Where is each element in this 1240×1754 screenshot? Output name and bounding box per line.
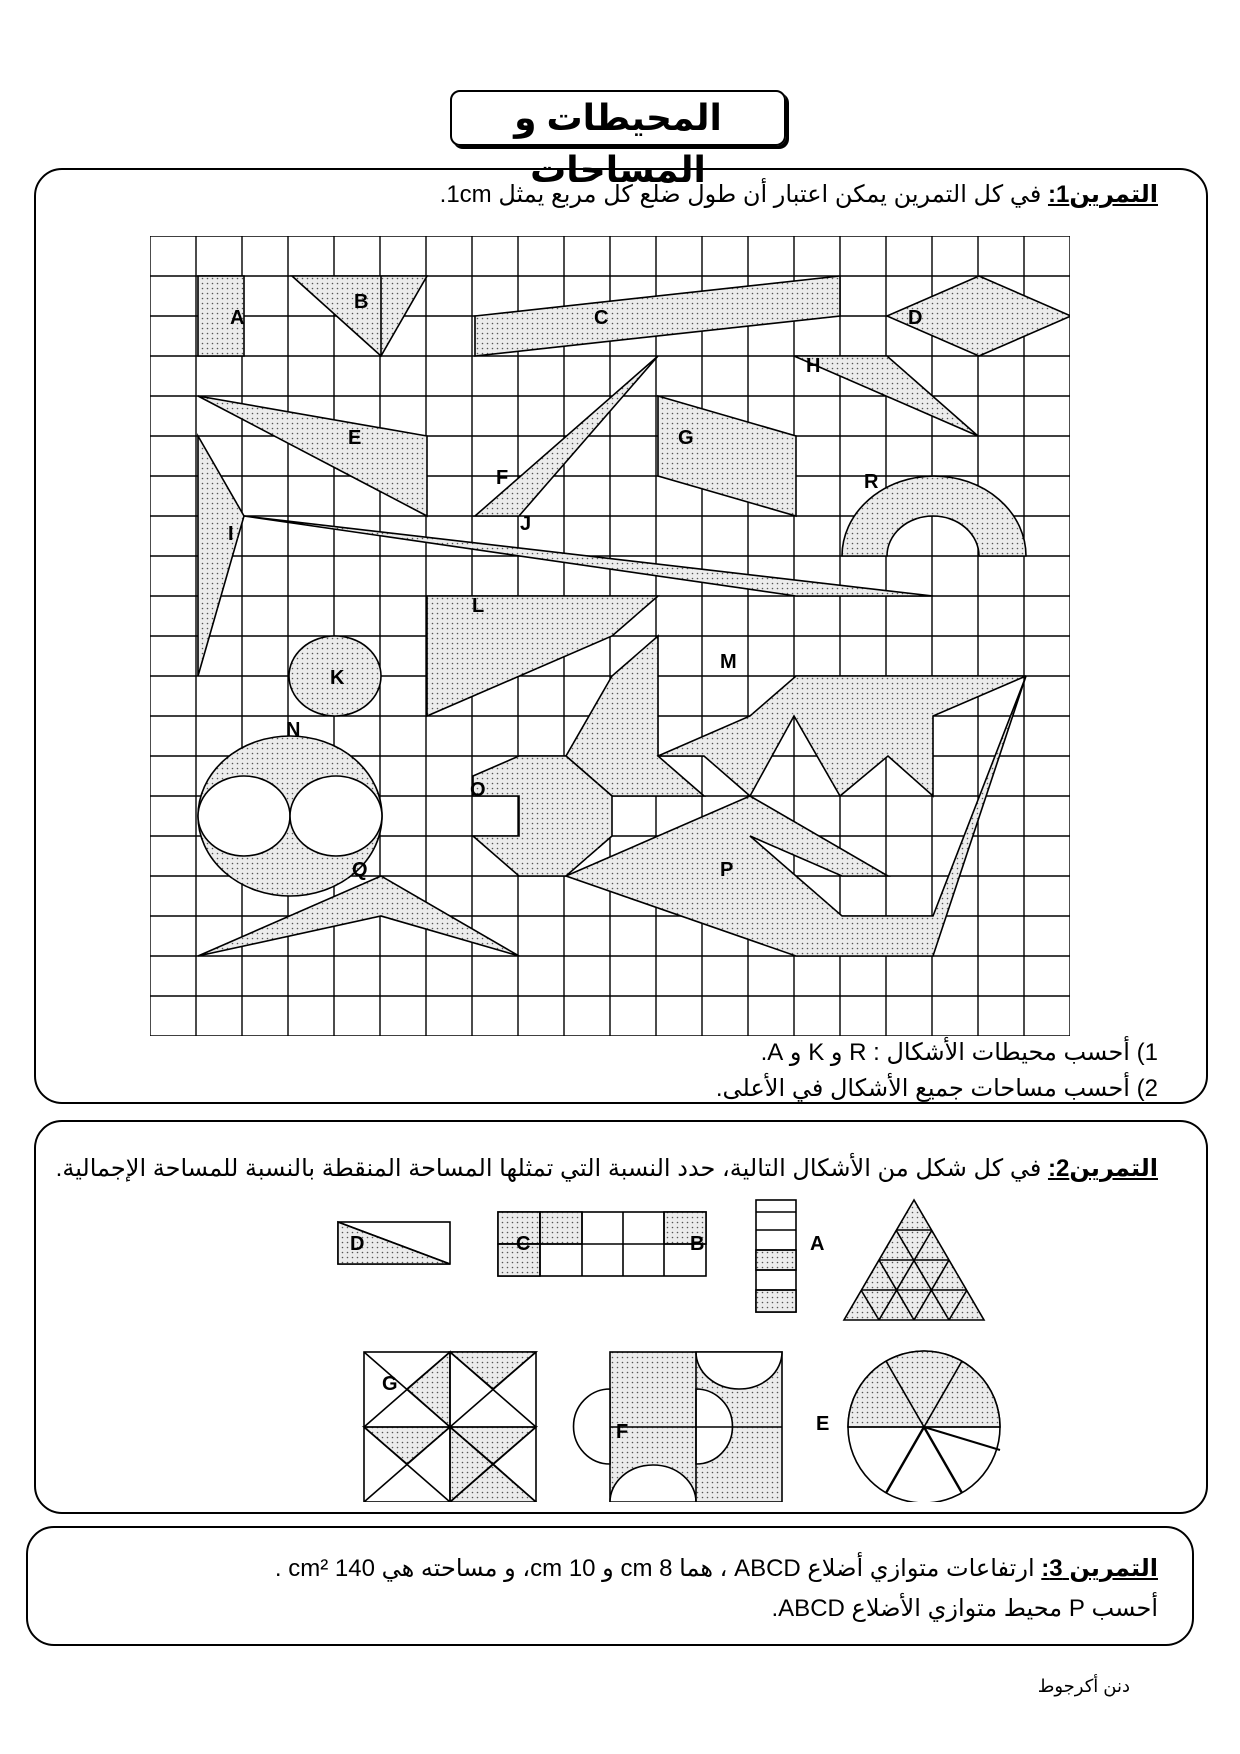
figure-label-c: C xyxy=(516,1233,531,1255)
exercise1-grid-figure xyxy=(150,236,1070,1036)
question-2-number: 2) xyxy=(1136,1075,1158,1102)
exercise2-statement: في كل شكل من الأشكال التالية، حدد النسبة التي تمثلها المساحة المنقطة بالنسبة للمساحة الإجمالية. xyxy=(55,1155,1042,1182)
shape-label-k: K xyxy=(330,667,345,689)
shape-label-a: A xyxy=(230,307,245,329)
figure-label-b: B xyxy=(690,1233,705,1255)
shape-label-n: N xyxy=(286,719,301,741)
shape-label-r: R xyxy=(864,471,879,493)
shape-label-m: M xyxy=(720,651,737,673)
figure-a xyxy=(844,1200,984,1320)
shape-label-o: O xyxy=(470,779,486,801)
shape-label-f: F xyxy=(496,467,509,489)
shape-label-d: D xyxy=(908,307,923,329)
shape-label-j: J xyxy=(520,513,532,535)
shape-label-q: Q xyxy=(352,859,368,881)
shape-label-p: P xyxy=(720,859,734,881)
exercise1-question-1 xyxy=(761,1038,1158,1067)
exercise1-heading: التمرين1: xyxy=(1047,181,1158,208)
figure-label-d: D xyxy=(350,1233,365,1255)
figure-label-a: A xyxy=(810,1233,825,1255)
exercise3-text1: ارتفاعات متوازي أضلاع ABCD ، هما 8 cm و 10 cm، و مساحته هي 140 cm² . xyxy=(274,1555,1035,1582)
author-name: دنن أكرجوط xyxy=(1037,1676,1130,1696)
exercise3-box xyxy=(26,1526,1194,1646)
exercise3-line2 xyxy=(772,1594,1159,1623)
shape-label-b: B xyxy=(354,291,369,313)
shape-label-l: L xyxy=(472,595,485,617)
shape-label-h: H xyxy=(806,355,821,377)
figure-label-g: G xyxy=(382,1373,398,1395)
shape-label-e: E xyxy=(348,427,362,449)
figure-label-e: E xyxy=(816,1413,830,1435)
exercise1-question-2 xyxy=(716,1074,1158,1103)
figure-label-f: F xyxy=(616,1421,629,1443)
exercise2-statement-line xyxy=(56,1154,1158,1183)
figure-b xyxy=(756,1200,796,1312)
figure-f xyxy=(574,1352,782,1502)
page-title: المحيطات و المساحات xyxy=(450,90,786,146)
exercise1-statement-line xyxy=(440,180,1158,209)
shape-g xyxy=(658,396,796,516)
shape-label-i: I xyxy=(228,523,234,545)
exercise2-heading: التمرين2: xyxy=(1047,1155,1158,1182)
exercise1-statement: في كل التمرين يمكن اعتبار أن طول ضلع كل مربع يمثل 1cm. xyxy=(439,181,1042,208)
question-2-text: أحسب مساحات جميع الأشكال في الأعلى. xyxy=(715,1075,1130,1102)
exercise3-text2: أحسب P محيط متوازي الأضلاع ABCD. xyxy=(771,1595,1158,1622)
question-1-number: 1) xyxy=(1136,1039,1158,1066)
question-1-text: أحسب محيطات الأشكال : R و K و A. xyxy=(760,1039,1130,1066)
shape-c xyxy=(475,276,840,356)
shape-label-g: G xyxy=(678,427,694,449)
exercise3-heading: التمرين 3: xyxy=(1041,1555,1158,1582)
figure-e xyxy=(848,1351,1000,1502)
exercise2-figures xyxy=(320,1190,1020,1502)
shape-label-c: C xyxy=(594,307,609,329)
exercise3-line1 xyxy=(275,1554,1158,1583)
